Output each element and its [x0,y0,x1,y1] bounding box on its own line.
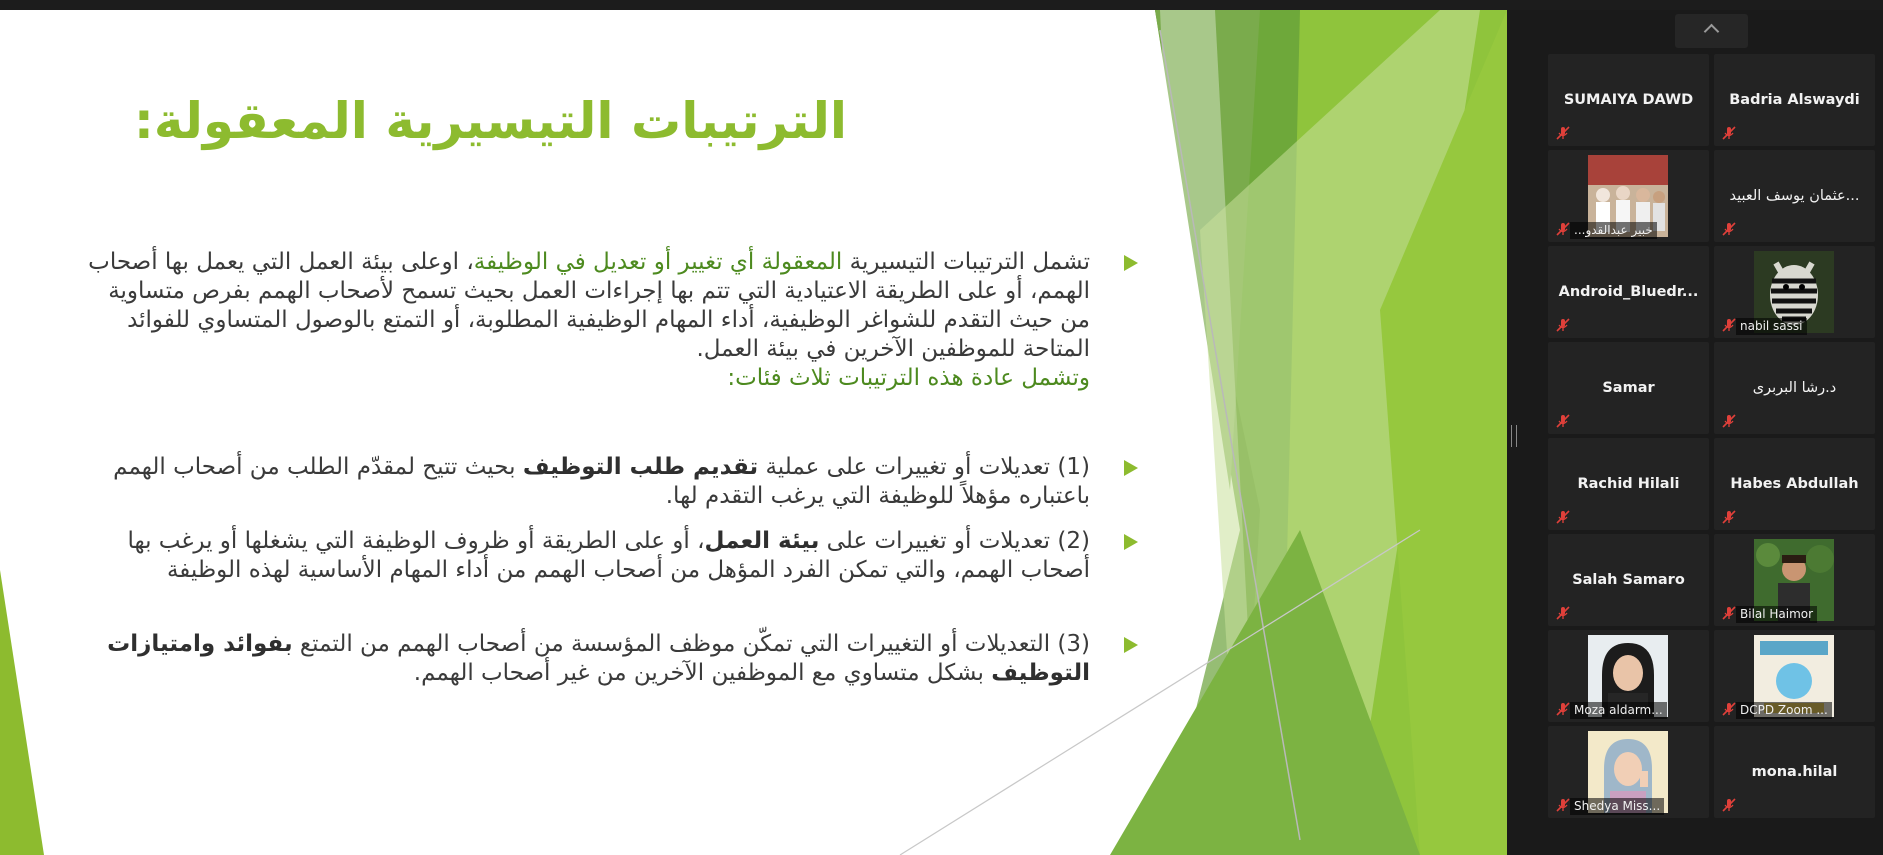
participant-tile[interactable] [1548,630,1709,722]
participant-name-label: Shedya Miss... [1570,798,1664,815]
gallery-scroll-up-button[interactable] [1675,14,1748,48]
bullet-category-2-text [80,527,1090,585]
participant-tile[interactable] [1714,726,1875,818]
participant-name-label: خبير عبدالقدو... [1570,222,1657,239]
participant-tile[interactable] [1548,246,1709,338]
participant-tile[interactable] [1548,54,1709,146]
bullet-category-1 [80,453,1140,511]
bullet-category-2 [80,527,1140,585]
bullet-category-1-text [80,453,1090,511]
participant-name: Badria Alswaydi [1729,92,1860,108]
mic-muted-icon [1556,798,1570,812]
participant-tile[interactable] [1548,150,1709,242]
panel-resize-handle[interactable] [1511,425,1517,447]
participant-name-label: Bilal Haimor [1736,606,1817,623]
bullet-3-bold: بيئة العمل [704,528,820,554]
mic-muted-icon [1722,318,1736,332]
bullet-intro [80,248,1140,393]
bullet-intro-green2: وتشمل عادة هذه الترتيبات ثلاث فئات: [727,365,1090,391]
participant-name: د.رشا البربرى [1752,380,1837,396]
mic-muted-icon [1556,606,1570,620]
participant-tile[interactable] [1714,630,1875,722]
mic-muted-icon [1556,126,1570,140]
bullet-3-part1: (2) تعديلات أو تغييرات على [819,528,1090,554]
participant-tile[interactable] [1714,342,1875,434]
chevron-up-icon [1704,24,1720,40]
bullet-arrow-icon [1124,637,1138,653]
bullet-category-3 [80,630,1140,688]
mic-muted-icon [1556,702,1570,716]
mic-muted-icon [1722,510,1736,524]
participant-name: Habes Abdullah [1730,476,1859,492]
participant-tile[interactable] [1714,54,1875,146]
participant-name: Android_Bluedr... [1558,284,1699,300]
participant-name: mona.hilal [1751,764,1838,780]
bullet-arrow-icon [1124,534,1138,550]
participant-tile[interactable] [1548,726,1709,818]
participant-name: SUMAIYA DAWD [1563,92,1694,108]
participant-tile[interactable] [1714,438,1875,530]
mic-muted-icon [1722,126,1736,140]
bullet-3-part2: ، أو على الطريقة أو ظروف الوظيفة التي يشغلها أو يرغب بها أصحاب الهمم، والتي تمكن الفرد المؤهل من أصحاب الهمم من أداء المهام الأساسية لهذه الوظيفة [127,528,1090,583]
participant-name: Salah Samaro [1572,572,1685,588]
mic-muted-icon [1556,414,1570,428]
mic-muted-icon [1722,414,1736,428]
bullet-2-part1: (1) تعديلات أو تغييرات على عملية [758,454,1090,480]
top-bar [0,0,1883,10]
participant-name: Samar [1602,380,1655,396]
bullet-intro-text [80,248,1090,393]
mic-muted-icon [1556,222,1570,236]
participant-tile[interactable] [1714,246,1875,338]
bullet-2-bold: تقديم طلب التوظيف [522,454,759,480]
mic-muted-icon [1722,798,1736,812]
participant-tile[interactable] [1548,438,1709,530]
mic-muted-icon [1722,606,1736,620]
bullet-category-3-text [80,630,1090,688]
bullet-intro-part1: تشمل الترتيبات التيسيرية [842,249,1090,275]
shared-slide [0,10,1507,855]
bullet-intro-green1: المعقولة أي تغيير أو تعديل في الوظيفة [473,249,843,275]
mic-muted-icon [1556,510,1570,524]
bullet-intro-part2: ، اوعلى بيئة العمل التي يعمل بها أصحاب الهمم، أو على الطريقة الاعتيادية التي تتم بها إجراءات العمل بحيث تسمح لأصحاب الهمم بفرص متساوية من حيث التقدم للشواغر الوظيفية، أداء المهام الوظيفية المطلوبة، أو التمتع بالوصول المتساوي للفوائد المتاحة للموظفين الآخرين في بيئة العمل. [88,249,1090,362]
bullet-2-part2: بحيث تتيح لمقدّم الطلب من أصحاب الهمم باعتباره مؤهلاً للوظيفة التي يرغب التقدم لها. [113,454,1090,509]
participant-name-label: DCPD Zoom ... [1736,702,1832,719]
bullet-4-part2: بشكل متساوي مع الموظفين الآخرين من غير أصحاب الهمم. [413,660,992,686]
mic-muted-icon [1722,702,1736,716]
participant-tile[interactable] [1548,342,1709,434]
bullet-arrow-icon [1124,255,1138,271]
participant-name: Rachid Hilali [1577,476,1680,492]
participant-name: عثمان يوسف العبيد... [1729,188,1860,204]
participant-tile[interactable] [1714,150,1875,242]
participant-name-label: nabil sassi [1736,318,1807,335]
mic-muted-icon [1556,318,1570,332]
participant-tile[interactable] [1714,534,1875,626]
participant-name-label: Moza aldarm... [1570,702,1667,719]
participant-tile[interactable] [1548,534,1709,626]
decor-shape-left-bottom [0,570,44,855]
bullet-arrow-icon [1124,460,1138,476]
bullet-4-bold: بفوائد وامتيازات التوظيف [107,631,1090,686]
mic-muted-icon [1722,222,1736,236]
bullet-4-part1: (3) التعديلات أو التغييرات التي تمكّن موظف المؤسسة من أصحاب الهمم من التمتع [292,631,1090,657]
slide-title: الترتيبات التيسيرية المعقولة: [133,92,847,150]
